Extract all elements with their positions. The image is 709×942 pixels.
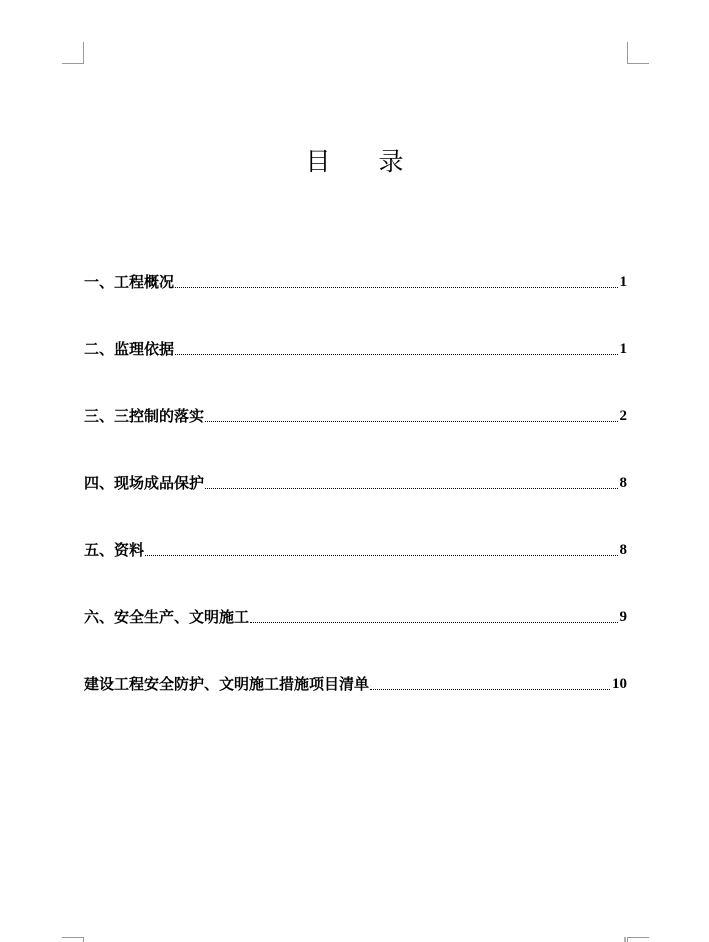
dot-leader [145, 555, 617, 556]
toc-entry[interactable] [84, 337, 627, 361]
dot-leader [205, 421, 617, 422]
crop-mark-line [83, 42, 84, 64]
crop-mark-line [627, 63, 649, 64]
dot-leader [250, 622, 617, 623]
toc-entry-label: 六、安全生产、文明施工 [84, 608, 250, 626]
toc-entry-page: 8 [619, 542, 627, 558]
toc-entry-label: 二、监理依据 [84, 340, 175, 358]
crop-mark-top-left [62, 42, 84, 64]
crop-mark-bottom-left [62, 937, 84, 942]
toc-entry-label: 三、三控制的落实 [84, 407, 205, 425]
dot-leader [175, 287, 617, 288]
toc-entry[interactable] [84, 404, 627, 428]
toc-entry[interactable] [84, 672, 627, 696]
crop-mark-tick [624, 937, 626, 942]
crop-mark-line [62, 937, 84, 938]
crop-mark-line [627, 937, 628, 942]
page-title [0, 142, 709, 178]
crop-mark-line [627, 937, 649, 938]
crop-mark-line [627, 42, 628, 64]
toc-entry[interactable] [84, 605, 627, 629]
toc-entry-page: 9 [619, 609, 627, 625]
toc-entry[interactable] [84, 471, 627, 495]
toc-entry-page: 10 [612, 676, 627, 692]
toc-entry-page: 1 [619, 274, 627, 290]
page-title-char: 录 [378, 147, 404, 176]
dot-leader [205, 488, 617, 489]
toc-list [84, 270, 627, 739]
dot-leader [175, 354, 617, 355]
toc-entry[interactable] [84, 538, 627, 562]
toc-entry-label: 建设工程安全防护、文明施工措施项目清单 [84, 675, 370, 693]
toc-entry-page: 2 [619, 408, 627, 424]
toc-entry-page: 8 [619, 475, 627, 491]
crop-mark-line [83, 937, 84, 942]
dot-leader [370, 689, 610, 690]
toc-entry-page: 1 [619, 341, 627, 357]
toc-entry[interactable] [84, 270, 627, 294]
page-title-char: 目 [305, 147, 331, 176]
toc-entry-label: 一、工程概况 [84, 273, 175, 291]
crop-mark-line [62, 63, 84, 64]
crop-mark-bottom-right [624, 937, 649, 942]
crop-mark-top-right [627, 42, 649, 64]
toc-entry-label: 四、现场成品保护 [84, 474, 205, 492]
toc-entry-label: 五、资料 [84, 541, 145, 559]
